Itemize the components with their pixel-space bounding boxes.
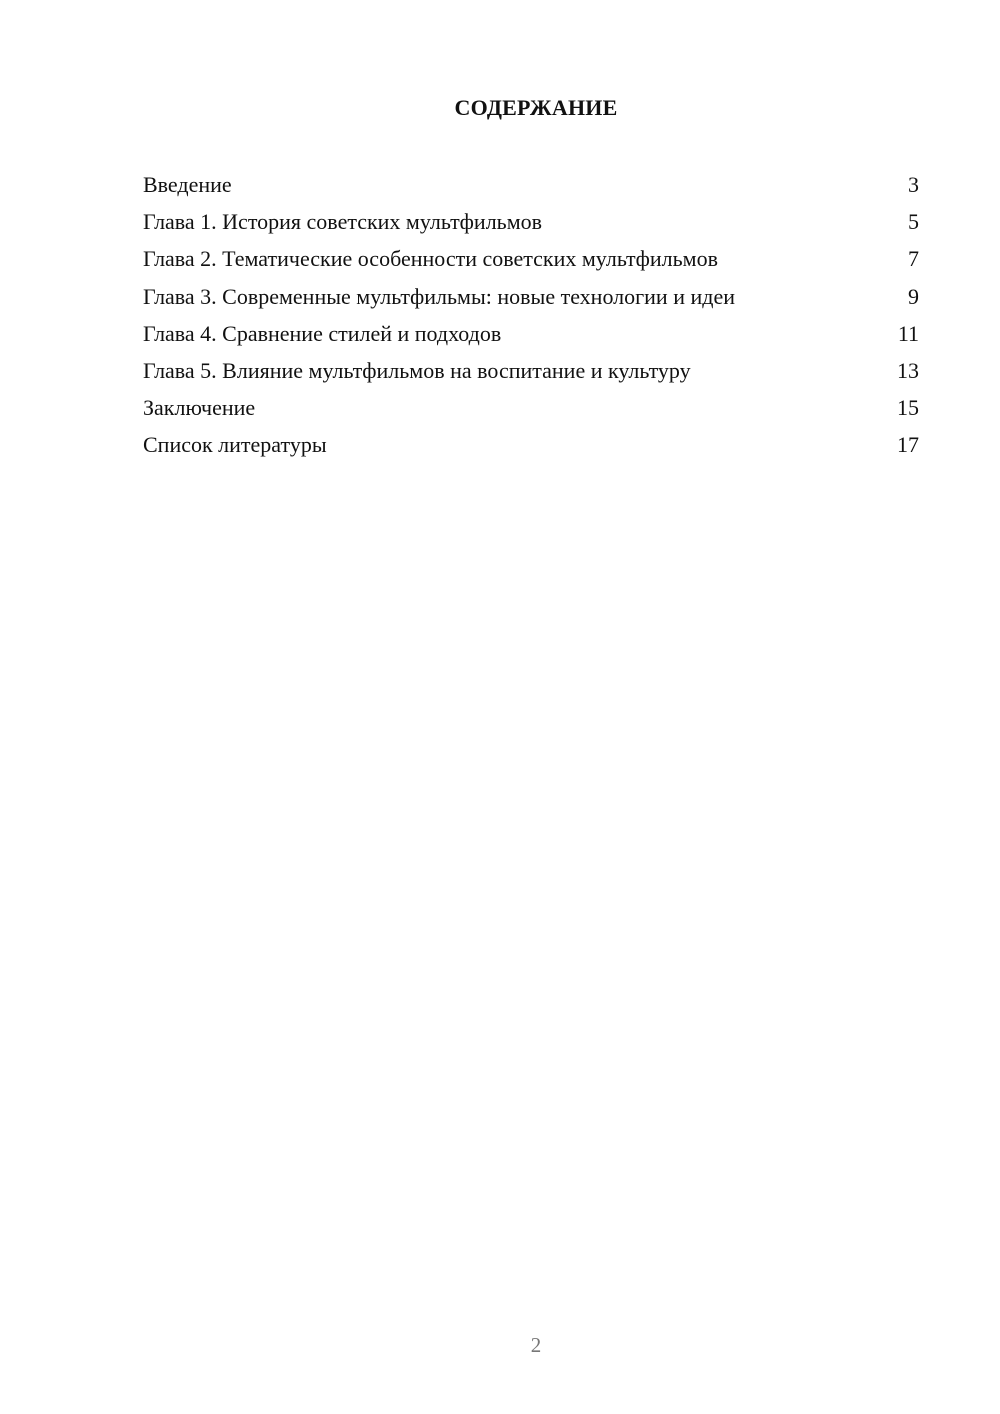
toc-entry-page: 7 (908, 246, 919, 272)
toc-entry-title: Глава 2. Тематические особенности советских мультфильмов (143, 246, 718, 272)
toc-entry-title: Введение (143, 172, 232, 197)
toc-entry-conclusion (143, 393, 919, 430)
toc-entry-chapter-4 (143, 319, 919, 356)
toc-entry-page: 5 (908, 209, 919, 235)
toc-entry-chapter-2 (143, 244, 919, 281)
toc-entry-chapter-5 (143, 356, 919, 393)
toc-heading: СОДЕРЖАНИЕ (454, 95, 618, 120)
toc-entry-page: 15 (897, 395, 919, 421)
table-of-contents (143, 170, 919, 468)
toc-entry-title: Глава 4. Сравнение стилей и подходов (143, 320, 502, 346)
toc-entry-title: Заключение (143, 395, 256, 421)
toc-entry-title: Глава 1. История советских мультфильмов (143, 209, 543, 235)
toc-entry-page: 11 (897, 320, 919, 346)
toc-entry-title: Глава 3. Современные мультфильмы: новые технологии и идеи (143, 283, 735, 309)
toc-entry-references (143, 430, 919, 467)
toc-entry-chapter-1 (143, 207, 919, 244)
toc-entry-title: Глава 5. Влияние мультфильмов на воспитание и культуру (143, 357, 691, 383)
toc-entry-page: 13 (897, 357, 919, 383)
toc-entry-page: 3 (908, 172, 919, 197)
toc-entry-page: 9 (908, 283, 919, 309)
page-number: 2 (530, 1333, 542, 1357)
toc-entry-page: 17 (897, 432, 919, 458)
toc-entry-chapter-3 (143, 282, 919, 319)
toc-entry-introduction (143, 170, 919, 207)
toc-entry-title: Список литературы (143, 432, 327, 458)
